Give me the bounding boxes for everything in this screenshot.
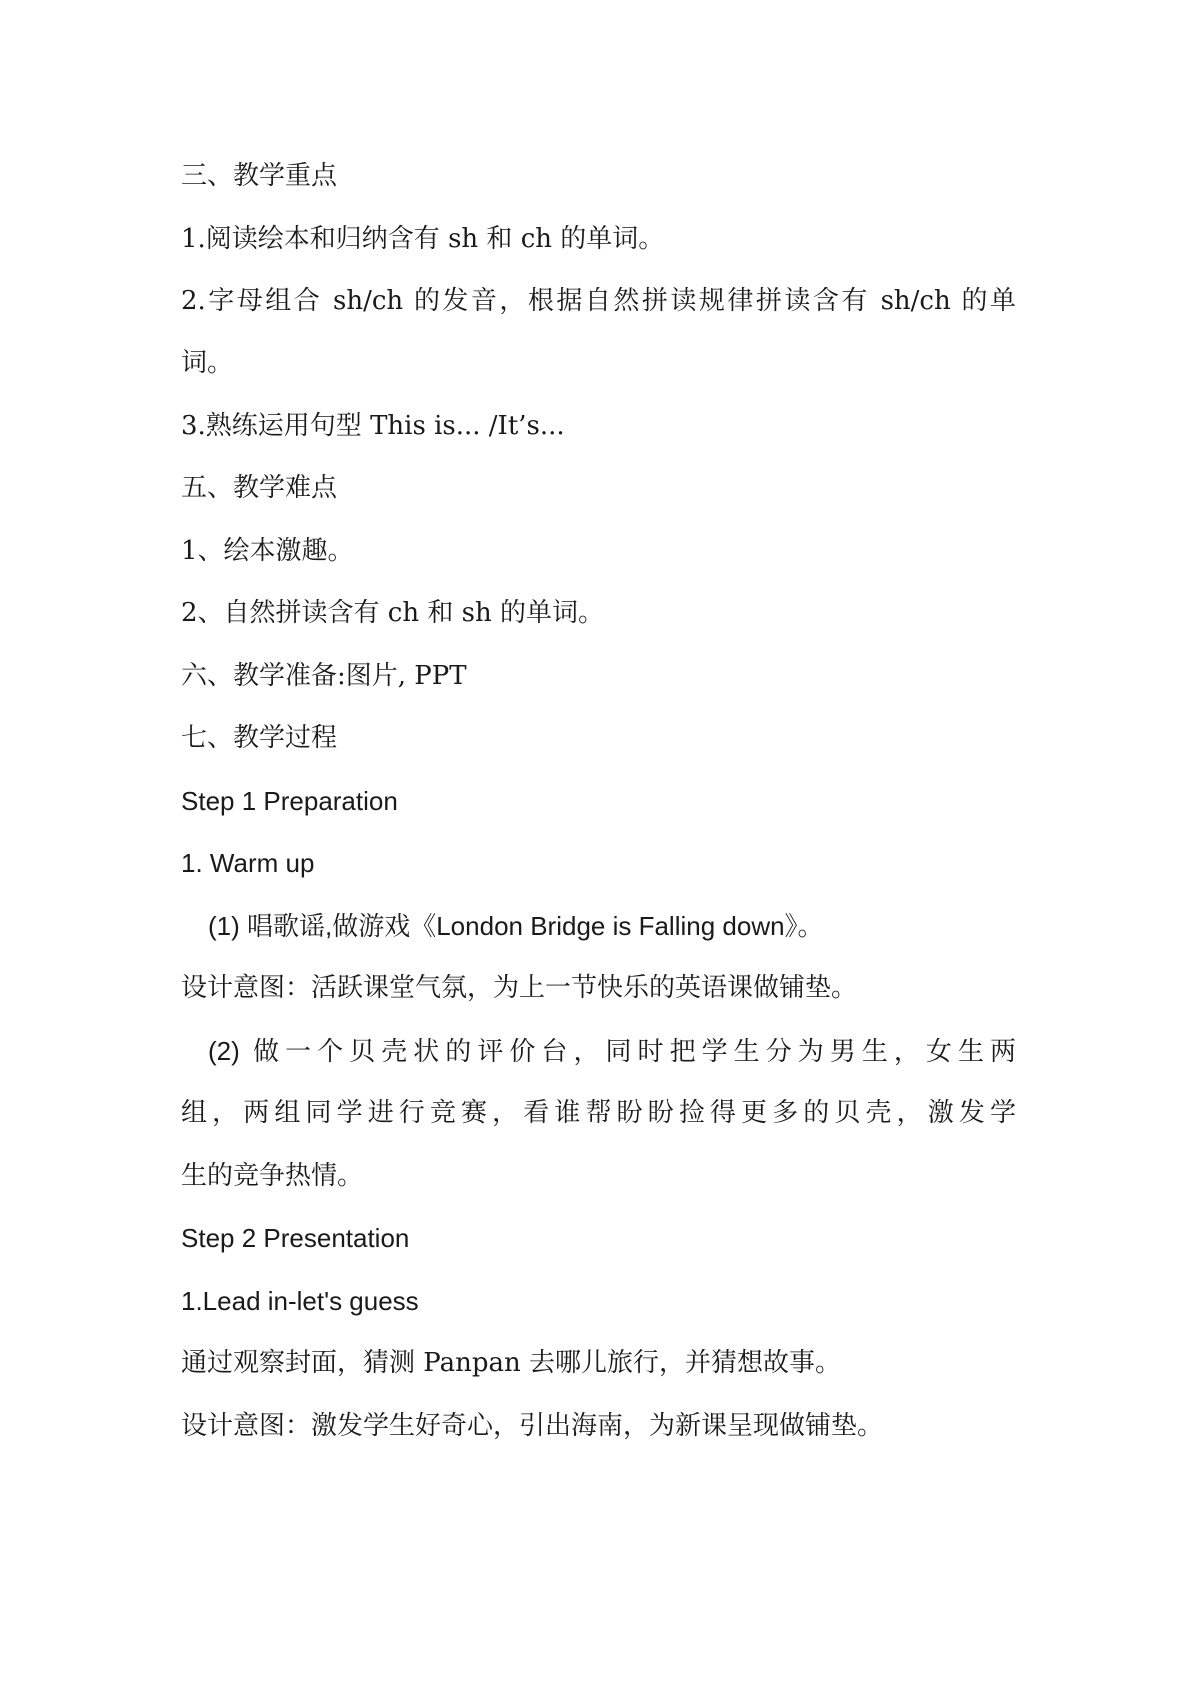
design-intent-1: 设计意图：活跃课堂气氛，为上一节快乐的英语课做铺垫。	[181, 973, 858, 1003]
design-intent-2: 设计意图：激发学生好奇心，引出海南，为新课呈现做铺垫。	[181, 1411, 884, 1441]
warm-up-item-1: (1) 唱歌谣,做游戏《London Bridge is Falling down》。	[208, 911, 824, 941]
heading-teaching-preparation: 六、教学准备:图片, PPT	[181, 661, 467, 691]
step-1-title: Step 1 Preparation	[181, 786, 398, 816]
heading-teaching-focus: 三、教学重点	[181, 161, 338, 191]
warm-up-title: 1. Warm up	[181, 848, 315, 878]
warm-up-item-2-end: 生的竞争热情。	[181, 1161, 364, 1191]
focus-item-2: 2.字母组合 sh/ch 的发音，根据自然拼读规律拼读含有 sh/ch 的单	[181, 286, 1016, 316]
step-2-title: Step 2 Presentation	[181, 1223, 410, 1253]
heading-teaching-difficulty: 五、教学难点	[181, 473, 338, 503]
lead-in-activity: 通过观察封面，猜测 Panpan 去哪儿旅行，并猜想故事。	[181, 1348, 841, 1378]
difficulty-item-2: 2、自然拼读含有 ch 和 sh 的单词。	[181, 598, 604, 628]
lead-in-title: 1.Lead in-let's guess	[181, 1286, 419, 1316]
heading-teaching-process: 七、教学过程	[181, 723, 338, 753]
focus-item-3: 3.熟练运用句型 This is... /It’s...	[181, 411, 565, 441]
warm-up-item-2: (2) 做一个贝壳状的评价台，同时把学生分为男生，女生两	[208, 1036, 1016, 1066]
focus-item-1: 1.阅读绘本和归纳含有 sh 和 ch 的单词。	[181, 224, 665, 254]
difficulty-item-1: 1、绘本激趣。	[181, 536, 354, 566]
focus-item-2-continued: 词。	[181, 348, 234, 378]
warm-up-item-2-continued: 组，两组同学进行竞赛，看谁帮盼盼捡得更多的贝壳，激发学	[181, 1098, 1016, 1128]
